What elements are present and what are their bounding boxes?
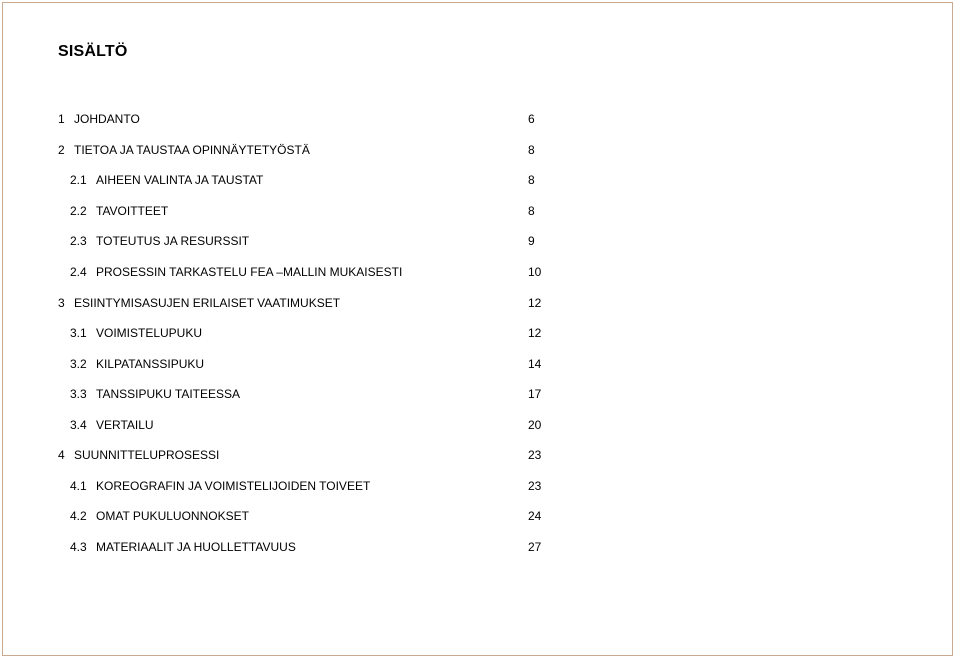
toc-entry-number: 4: [58, 448, 65, 462]
toc-entry-page: 8: [528, 204, 535, 218]
page-title: SISÄLTÖ: [58, 43, 128, 60]
toc-entry-number: 3.1: [70, 326, 87, 340]
toc-entry[interactable]: [3, 385, 952, 403]
toc-entry-number: 2.1: [70, 173, 87, 187]
toc-entry-number: 2.3: [70, 234, 87, 248]
toc-entry-number: 3.3: [70, 387, 87, 401]
toc-entry-title: VERTAILU: [96, 418, 154, 432]
toc-entry[interactable]: [3, 538, 952, 556]
toc-entry-page: 6: [528, 112, 535, 126]
toc-entry-number: 2.2: [70, 204, 87, 218]
toc-entry-title: TIETOA JA TAUSTAA OPINNÄYTETYÖSTÄ: [74, 143, 310, 157]
toc-entry[interactable]: [3, 507, 952, 525]
toc-entry-page: 27: [528, 540, 542, 554]
toc-entry[interactable]: [3, 141, 952, 159]
table-of-contents: [3, 3, 952, 655]
toc-entry[interactable]: [3, 446, 952, 464]
toc-entry-title: VOIMISTELUPUKU: [96, 326, 203, 340]
toc-entry[interactable]: [3, 416, 952, 434]
toc-entry-title: TOTEUTUS JA RESURSSIT: [96, 234, 250, 248]
toc-entry-number: 4.3: [70, 540, 87, 554]
toc-entry-title: TAVOITTEET: [96, 204, 169, 218]
toc-entry-title: KOREOGRAFIN JA VOIMISTELIJOIDEN TOIVEET: [96, 479, 371, 493]
toc-entry-number: 2: [58, 143, 65, 157]
toc-entry-title: SUUNNITTELUPROSESSI: [74, 448, 220, 462]
document-page: [2, 2, 953, 656]
toc-entry-page: 14: [528, 357, 542, 371]
toc-entry-title: ESIINTYMISASUJEN ERILAISET VAATIMUKSET: [74, 296, 341, 310]
toc-entry-page: 17: [528, 387, 542, 401]
toc-entry[interactable]: [3, 202, 952, 220]
toc-entry-page: 12: [528, 296, 542, 310]
toc-entry-number: 3.2: [70, 357, 87, 371]
toc-entry[interactable]: [3, 171, 952, 189]
toc-entry[interactable]: [3, 477, 952, 495]
toc-entry-title: PROSESSIN TARKASTELU FEA –MALLIN MUKAISESTI: [96, 265, 403, 279]
toc-entry-page: 8: [528, 143, 535, 157]
toc-entry-page: 9: [528, 234, 535, 248]
toc-entry[interactable]: [3, 263, 952, 281]
toc-entry-number: 4.2: [70, 509, 87, 523]
toc-entry-page: 12: [528, 326, 542, 340]
toc-entry-number: 3.4: [70, 418, 87, 432]
toc-entry-page: 23: [528, 479, 542, 493]
toc-entry-title: AIHEEN VALINTA JA TAUSTAT: [96, 173, 264, 187]
toc-entry[interactable]: [3, 355, 952, 373]
toc-entry[interactable]: [3, 294, 952, 312]
toc-entry-title: KILPATANSSIPUKU: [96, 357, 205, 371]
toc-entry-title: TANSSIPUKU TAITEESSA: [96, 387, 241, 401]
toc-entry-number: 3: [58, 296, 65, 310]
toc-entry-page: 20: [528, 418, 542, 432]
toc-entry[interactable]: [3, 110, 952, 128]
toc-entry-page: 23: [528, 448, 542, 462]
toc-entry[interactable]: [3, 324, 952, 342]
toc-entry-page: 8: [528, 173, 535, 187]
toc-entry-title: MATERIAALIT JA HUOLLETTAVUUS: [96, 540, 296, 554]
toc-entry-page: 24: [528, 509, 542, 523]
toc-entry-title: JOHDANTO: [74, 112, 140, 126]
toc-entry-number: 2.4: [70, 265, 87, 279]
toc-entry-page: 10: [528, 265, 542, 279]
toc-entry-number: 1: [58, 112, 65, 126]
toc-entry-title: OMAT PUKULUONNOKSET: [96, 509, 249, 523]
toc-entry-number: 4.1: [70, 479, 87, 493]
toc-entry[interactable]: [3, 232, 952, 250]
